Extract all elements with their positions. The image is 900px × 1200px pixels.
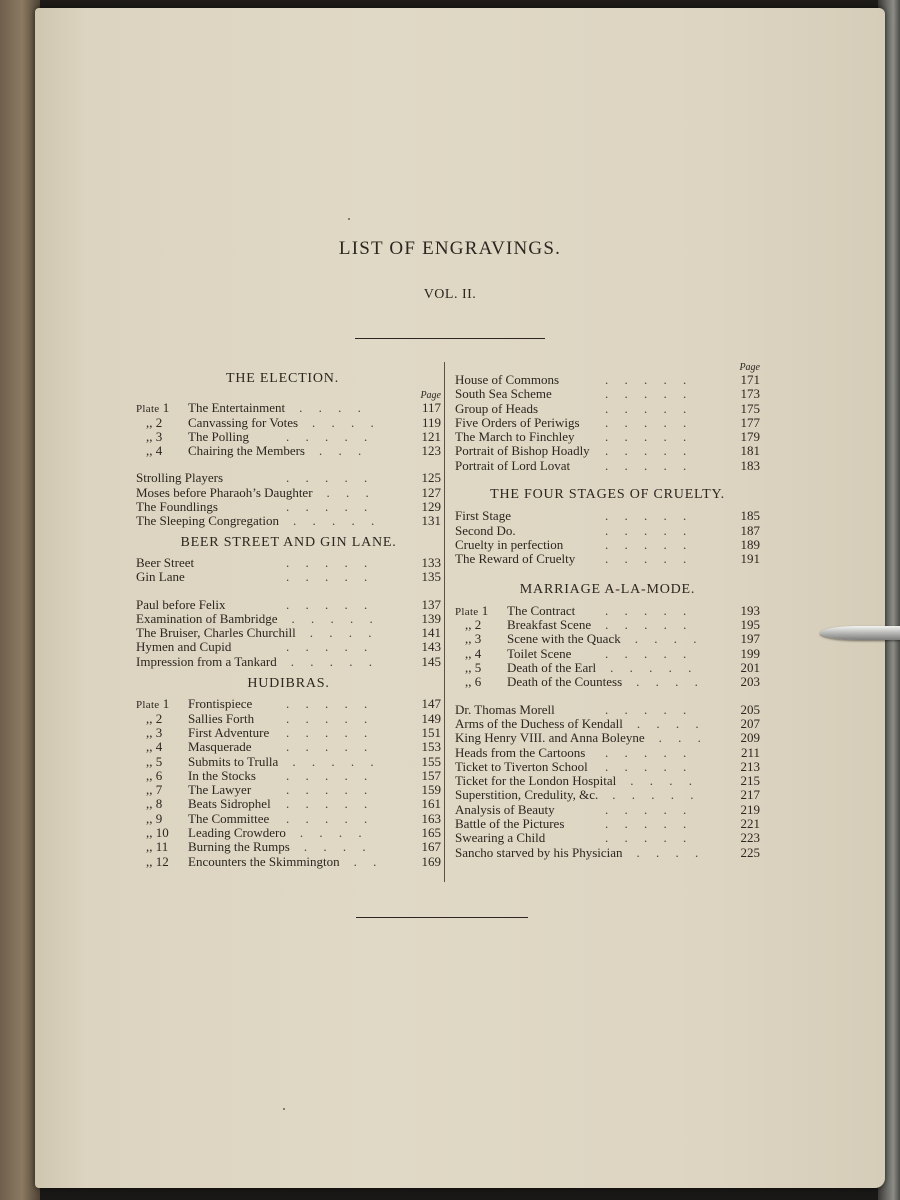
ditto-mark: ,, bbox=[146, 853, 153, 869]
leader-dots: . . . . . bbox=[612, 787, 694, 803]
page-number: 185 bbox=[740, 508, 760, 524]
leader-dots: . . . . . bbox=[605, 429, 687, 445]
engraving-title: The Bruiser, Charles Churchill bbox=[136, 625, 296, 641]
engraving-title: Death of the Earl bbox=[507, 660, 597, 676]
page-number: 145 bbox=[421, 653, 441, 669]
misc-list-2 bbox=[136, 598, 441, 669]
page-number: 193 bbox=[740, 602, 760, 618]
list-item bbox=[136, 640, 441, 654]
list-item bbox=[136, 626, 441, 640]
bottom-rule bbox=[356, 917, 528, 918]
list-item bbox=[136, 514, 441, 528]
page-number: 215 bbox=[740, 773, 760, 789]
page-number: 219 bbox=[740, 801, 760, 817]
page-number: 211 bbox=[740, 744, 760, 760]
list-item bbox=[136, 812, 441, 826]
plate-label: Plate bbox=[136, 403, 160, 416]
page-number: 175 bbox=[740, 400, 760, 416]
engraving-title: Frontispiece bbox=[188, 696, 253, 712]
plate-number: 1 bbox=[162, 400, 170, 416]
page-number: 169 bbox=[421, 853, 441, 869]
page-number: 201 bbox=[740, 660, 760, 676]
page-number: 221 bbox=[740, 816, 760, 832]
ditto-mark: ,, bbox=[146, 724, 153, 740]
page-number: 121 bbox=[421, 428, 441, 444]
engraving-title: Analysis of Beauty bbox=[455, 801, 555, 817]
engraving-title: Group of Heads bbox=[455, 400, 539, 416]
ditto-mark: ,, bbox=[465, 660, 472, 676]
engraving-title: The Foundlings bbox=[136, 499, 218, 515]
section-heading-marriage: MARRIAGE A-LA-MODE. bbox=[519, 581, 696, 597]
page-number: 207 bbox=[740, 715, 760, 731]
page-number: 223 bbox=[740, 830, 760, 846]
list-item bbox=[455, 675, 760, 689]
leader-dots: . . . . . bbox=[286, 739, 368, 755]
page-number: 117 bbox=[421, 400, 441, 416]
engraving-title: Death of the Countess bbox=[507, 674, 623, 690]
list-item bbox=[455, 524, 760, 538]
engraving-title: Leading Crowdero bbox=[188, 825, 286, 841]
leader-dots: . . . . . bbox=[286, 696, 368, 712]
engraving-title: King Henry VIII. and Anna Boleyne bbox=[455, 730, 645, 746]
engraving-title: Scene with the Quack bbox=[507, 631, 621, 647]
list-item bbox=[455, 402, 760, 416]
page-number: 147 bbox=[421, 696, 441, 712]
list-item bbox=[455, 618, 760, 632]
ditto-mark: ,, bbox=[146, 825, 153, 841]
leader-dots: . . . . . bbox=[605, 701, 687, 717]
leader-dots: . . . . bbox=[309, 625, 372, 641]
engraving-title: Sancho starved by his Physician bbox=[455, 844, 623, 860]
list-item bbox=[455, 831, 760, 845]
leader-dots: . . . . . bbox=[605, 758, 687, 774]
list-item bbox=[455, 509, 760, 523]
ditto-mark: ,, bbox=[146, 443, 153, 459]
page-number: 149 bbox=[421, 710, 441, 726]
engraving-title: South Sea Scheme bbox=[455, 386, 552, 402]
engraving-title: Toilet Scene bbox=[507, 645, 572, 661]
list-item bbox=[455, 632, 760, 646]
leader-dots: . . . . . bbox=[605, 522, 687, 538]
beer-street-list bbox=[136, 556, 441, 585]
list-item bbox=[136, 570, 441, 584]
engraving-title: Ticket for the London Hospital bbox=[455, 773, 617, 789]
page-column-header: Page bbox=[420, 390, 441, 402]
page-number: 197 bbox=[740, 631, 760, 647]
page-number: 153 bbox=[421, 739, 441, 755]
page-number: 127 bbox=[421, 484, 441, 500]
election-list bbox=[136, 401, 441, 458]
page-number: 179 bbox=[740, 429, 760, 445]
leader-dots: . . . . . bbox=[286, 782, 368, 798]
engraving-title: Cruelty in perfection bbox=[455, 536, 564, 552]
list-item bbox=[455, 803, 760, 817]
engraving-title: Encounters the Skimmington bbox=[188, 853, 340, 869]
ditto-mark: ,, bbox=[465, 645, 472, 661]
page-number: 217 bbox=[740, 787, 760, 803]
leader-dots: . . . . bbox=[636, 715, 699, 731]
ditto-mark: ,, bbox=[146, 810, 153, 826]
plate-number: 4 bbox=[155, 739, 163, 755]
page-number: 191 bbox=[740, 551, 760, 567]
engraving-title: Moses before Pharaoh’s Daughter bbox=[136, 484, 313, 500]
page-number: 187 bbox=[740, 522, 760, 538]
leader-dots: . . . . . bbox=[605, 551, 687, 567]
plate-number: 3 bbox=[155, 428, 163, 444]
plate-label: Plate bbox=[136, 699, 160, 712]
paper-knife-blade bbox=[820, 626, 900, 640]
section-heading-hudibras: HUDIBRAS. bbox=[247, 676, 330, 692]
list-item bbox=[136, 612, 441, 626]
plate-number: 5 bbox=[474, 660, 482, 676]
page-number: 189 bbox=[740, 536, 760, 552]
leader-dots: . . . . . bbox=[291, 610, 373, 626]
list-item bbox=[455, 444, 760, 458]
engraving-title: Paul before Felix bbox=[136, 596, 226, 612]
page-number: 155 bbox=[421, 753, 441, 769]
ditto-mark: ,, bbox=[465, 674, 472, 690]
engraving-title: Impression from a Tankard bbox=[136, 653, 277, 669]
column-divider bbox=[444, 362, 445, 882]
ditto-mark: ,, bbox=[146, 414, 153, 430]
leader-dots: . . . . . bbox=[605, 536, 687, 552]
engraving-title: Chairing the Members bbox=[188, 443, 305, 459]
list-item bbox=[455, 647, 760, 661]
engraving-title: The Lawyer bbox=[188, 782, 252, 798]
leader-dots: . . . bbox=[318, 443, 362, 459]
left-column bbox=[136, 372, 441, 869]
engraving-title: House of Commons bbox=[455, 372, 559, 387]
engraving-title: Examination of Bambridge bbox=[136, 610, 278, 626]
list-item bbox=[455, 731, 760, 745]
leader-dots: . . . . . bbox=[605, 816, 687, 832]
ditto-mark: ,, bbox=[146, 796, 153, 812]
page-number: 183 bbox=[740, 457, 760, 473]
engraving-title: Canvassing for Votes bbox=[188, 414, 299, 430]
page-number: 119 bbox=[421, 414, 441, 430]
leader-dots: . . bbox=[353, 853, 377, 869]
page-number: 165 bbox=[421, 825, 441, 841]
leader-dots: . . . . . bbox=[286, 710, 368, 726]
leader-dots: . . . . . bbox=[286, 639, 368, 655]
page-number: 203 bbox=[740, 674, 760, 690]
section-heading-beer-street: BEER STREET AND GIN LANE. bbox=[180, 534, 397, 550]
list-item bbox=[455, 459, 760, 473]
leader-dots: . . . . bbox=[299, 825, 362, 841]
engraving-title: The Reward of Cruelty bbox=[455, 551, 576, 567]
book-spine-edge bbox=[0, 0, 40, 1200]
plate-number: 5 bbox=[155, 753, 163, 769]
list-item bbox=[455, 373, 760, 387]
engraving-title: The Sleeping Congregation bbox=[136, 513, 279, 529]
paper-speck bbox=[348, 218, 350, 220]
leader-dots: . . . . . bbox=[290, 653, 372, 669]
leader-dots: . . . . . bbox=[286, 724, 368, 740]
list-item bbox=[455, 760, 760, 774]
leader-dots: . . . . . bbox=[605, 386, 687, 402]
plate-number: 7 bbox=[155, 782, 163, 798]
engraving-title: Heads from the Cartoons bbox=[455, 744, 586, 760]
list-item bbox=[455, 746, 760, 760]
leader-dots: . . . . . bbox=[605, 617, 687, 633]
leader-dots: . . . . bbox=[299, 400, 361, 416]
engraving-title: Dr. Thomas Morell bbox=[455, 701, 555, 717]
plate-number: 4 bbox=[474, 645, 482, 661]
list-item bbox=[136, 598, 441, 612]
ditto-mark: ,, bbox=[146, 767, 153, 783]
engraving-title: Five Orders of Periwigs bbox=[455, 414, 580, 430]
list-item bbox=[136, 556, 441, 570]
engraving-title: Breakfast Scene bbox=[507, 617, 592, 633]
plate-number: 12 bbox=[155, 853, 169, 869]
list-item bbox=[136, 826, 441, 840]
plate-number: 1 bbox=[162, 696, 170, 712]
leader-dots: . . . . . bbox=[286, 810, 368, 826]
leader-dots: . . . . . bbox=[610, 660, 692, 676]
right-column bbox=[455, 361, 760, 860]
plate-number: 6 bbox=[474, 674, 482, 690]
misc-list-1 bbox=[136, 471, 441, 528]
leader-dots: . . . . . bbox=[605, 372, 687, 387]
engraving-title: Hymen and Cupid bbox=[136, 639, 232, 655]
plate-number: 10 bbox=[155, 825, 169, 841]
page-column-header-right: Page bbox=[739, 362, 760, 373]
ditto-mark: ,, bbox=[465, 617, 472, 633]
list-item bbox=[136, 430, 441, 444]
volume-label: VOL. II. bbox=[423, 287, 477, 302]
list-item bbox=[455, 717, 760, 731]
list-item bbox=[455, 552, 760, 566]
list-item bbox=[136, 797, 441, 811]
ditto-mark: ,, bbox=[146, 782, 153, 798]
plate-number: 11 bbox=[155, 839, 169, 855]
list-item bbox=[136, 783, 441, 797]
plate-label: Plate bbox=[455, 605, 479, 618]
leader-dots: . . . . . bbox=[605, 801, 687, 817]
list-item bbox=[136, 444, 441, 458]
page-number: 141 bbox=[421, 625, 441, 641]
engraving-title: Battle of the Pictures bbox=[455, 816, 565, 832]
leader-dots: . . . bbox=[658, 730, 701, 746]
engraving-title: First Adventure bbox=[188, 724, 270, 740]
section-heading-election: THE ELECTION. bbox=[225, 371, 340, 386]
engraving-title: Portrait of Bishop Hoadly bbox=[455, 443, 590, 459]
list-item bbox=[455, 661, 760, 675]
page-number: 177 bbox=[740, 414, 760, 430]
list-item bbox=[136, 840, 441, 854]
plate-number: 2 bbox=[155, 414, 163, 430]
marriage-list bbox=[455, 604, 760, 690]
leader-dots: . . . . . bbox=[286, 554, 368, 570]
engraving-title: Swearing a Child bbox=[455, 830, 546, 846]
page-number: 173 bbox=[740, 386, 760, 402]
top-rule bbox=[355, 338, 545, 339]
list-item bbox=[455, 703, 760, 717]
list-item bbox=[455, 604, 760, 618]
leader-dots: . . . . . bbox=[292, 753, 374, 769]
page-number: 225 bbox=[740, 844, 760, 860]
engraving-title: In the Stocks bbox=[188, 767, 256, 783]
leader-dots: . . . . . bbox=[286, 796, 368, 812]
engraving-title: Arms of the Duchess of Kendall bbox=[455, 715, 623, 731]
page-number: 123 bbox=[421, 443, 441, 459]
page-number: 143 bbox=[421, 639, 441, 655]
list-item bbox=[455, 774, 760, 788]
leader-dots: . . . . . bbox=[286, 569, 368, 585]
page-number: 181 bbox=[740, 443, 760, 459]
list-item bbox=[455, 430, 760, 444]
section-heading-cruelty: THE FOUR STAGES OF CRUELTY. bbox=[490, 487, 725, 503]
leader-dots: . . . . . bbox=[605, 400, 687, 416]
list-item bbox=[136, 755, 441, 769]
engraving-title: Masquerade bbox=[188, 739, 252, 755]
page-number: 137 bbox=[421, 596, 441, 612]
ditto-mark: ,, bbox=[146, 710, 153, 726]
page-number: 129 bbox=[421, 499, 441, 515]
engraving-title: The Contract bbox=[507, 602, 576, 618]
page-number: 167 bbox=[421, 839, 441, 855]
ditto-mark: ,, bbox=[146, 839, 153, 855]
ditto-mark: ,, bbox=[146, 753, 153, 769]
hudibras-list bbox=[136, 697, 441, 869]
leader-dots: . . . . . bbox=[286, 470, 368, 486]
plate-number: 1 bbox=[481, 602, 489, 618]
engraving-title: Submits to Trulla bbox=[188, 753, 279, 769]
list-item bbox=[136, 697, 441, 711]
plate-number: 3 bbox=[155, 724, 163, 740]
page-number: 157 bbox=[421, 767, 441, 783]
leader-dots: . . . . . bbox=[286, 499, 368, 515]
page-number: 209 bbox=[740, 730, 760, 746]
engraving-title: The Entertainment bbox=[188, 400, 286, 416]
list-item bbox=[455, 788, 760, 802]
list-item bbox=[136, 401, 441, 415]
leader-dots: . . . . bbox=[636, 844, 699, 860]
page-number: 159 bbox=[421, 782, 441, 798]
engraving-title: Gin Lane bbox=[136, 569, 185, 585]
page-number: 213 bbox=[740, 758, 760, 774]
engraving-title: Ticket to Tiverton School bbox=[455, 758, 588, 774]
leader-dots: . . . . bbox=[634, 631, 697, 647]
engraving-title: Beats Sidrophel bbox=[188, 796, 271, 812]
list-item bbox=[455, 387, 760, 401]
leader-dots: . . . . . bbox=[605, 830, 687, 846]
list-item bbox=[455, 416, 760, 430]
plate-number: 9 bbox=[155, 810, 163, 826]
list-item bbox=[136, 740, 441, 754]
engraving-title: First Stage bbox=[455, 508, 511, 524]
ditto-mark: ,, bbox=[146, 428, 153, 444]
page-number: 199 bbox=[740, 645, 760, 661]
list-item bbox=[136, 712, 441, 726]
plate-number: 8 bbox=[155, 796, 163, 812]
leader-dots: . . . . . bbox=[286, 428, 368, 444]
page-number: 171 bbox=[740, 372, 760, 387]
page-number: 163 bbox=[421, 810, 441, 826]
plate-number: 4 bbox=[155, 443, 163, 459]
page-title: LIST OF ENGRAVINGS. bbox=[338, 238, 562, 259]
leader-dots: . . . . bbox=[312, 414, 374, 430]
engraving-title: The March to Finchley bbox=[455, 429, 575, 445]
list-item bbox=[136, 855, 441, 869]
misc-list-4 bbox=[455, 703, 760, 860]
paper-speck bbox=[283, 1108, 285, 1110]
leader-dots: . . . . . bbox=[605, 744, 687, 760]
engraving-title: Strolling Players bbox=[136, 470, 224, 486]
leader-dots: . . . . . bbox=[286, 767, 368, 783]
engraving-title: The Polling bbox=[188, 428, 250, 444]
list-item bbox=[136, 655, 441, 669]
leader-dots: . . . bbox=[326, 484, 369, 500]
list-item bbox=[136, 416, 441, 430]
list-item bbox=[136, 486, 441, 500]
page-number: 131 bbox=[421, 513, 441, 529]
page-number: 161 bbox=[421, 796, 441, 812]
page-number: 133 bbox=[421, 554, 441, 570]
page-number: 151 bbox=[421, 724, 441, 740]
list-item bbox=[136, 500, 441, 514]
engraving-title: Portrait of Lord Lovat bbox=[455, 457, 571, 473]
page-number: 205 bbox=[740, 701, 760, 717]
leader-dots: . . . . bbox=[636, 674, 698, 690]
ditto-mark: ,, bbox=[146, 739, 153, 755]
engraving-title: Sallies Forth bbox=[188, 710, 255, 726]
leader-dots: . . . . . bbox=[605, 645, 687, 661]
list-item bbox=[455, 817, 760, 831]
list-item bbox=[136, 769, 441, 783]
leader-dots: . . . . . bbox=[605, 414, 687, 430]
engraving-title: The Committee bbox=[188, 810, 270, 826]
page-number: 139 bbox=[421, 610, 441, 626]
list-item bbox=[136, 471, 441, 485]
plate-number: 2 bbox=[155, 710, 163, 726]
engraving-title: Superstition, Credulity, &c. bbox=[455, 787, 599, 803]
leader-dots: . . . . . bbox=[605, 443, 687, 459]
misc-list-3 bbox=[455, 373, 760, 473]
plate-number: 6 bbox=[155, 767, 163, 783]
leader-dots: . . . . . bbox=[605, 602, 687, 618]
engraving-title: Burning the Rumps bbox=[188, 839, 290, 855]
leader-dots: . . . . . bbox=[292, 513, 375, 529]
plate-number: 2 bbox=[474, 617, 482, 633]
list-item bbox=[136, 726, 441, 740]
leader-dots: . . . . . bbox=[605, 457, 687, 473]
plate-number: 3 bbox=[474, 631, 482, 647]
leader-dots: . . . . . bbox=[286, 596, 368, 612]
cruelty-list bbox=[455, 509, 760, 566]
engraving-title: Beer Street bbox=[136, 554, 195, 570]
list-item bbox=[455, 538, 760, 552]
engraving-title: Second Do. bbox=[455, 522, 516, 538]
page-number: 195 bbox=[740, 617, 760, 633]
leader-dots: . . . . bbox=[303, 839, 366, 855]
leader-dots: . . . . . bbox=[605, 508, 687, 524]
ditto-mark: ,, bbox=[465, 631, 472, 647]
page-number: 135 bbox=[421, 569, 441, 585]
page-number: 125 bbox=[421, 470, 441, 486]
list-item bbox=[455, 846, 760, 860]
leader-dots: . . . . bbox=[630, 773, 693, 789]
